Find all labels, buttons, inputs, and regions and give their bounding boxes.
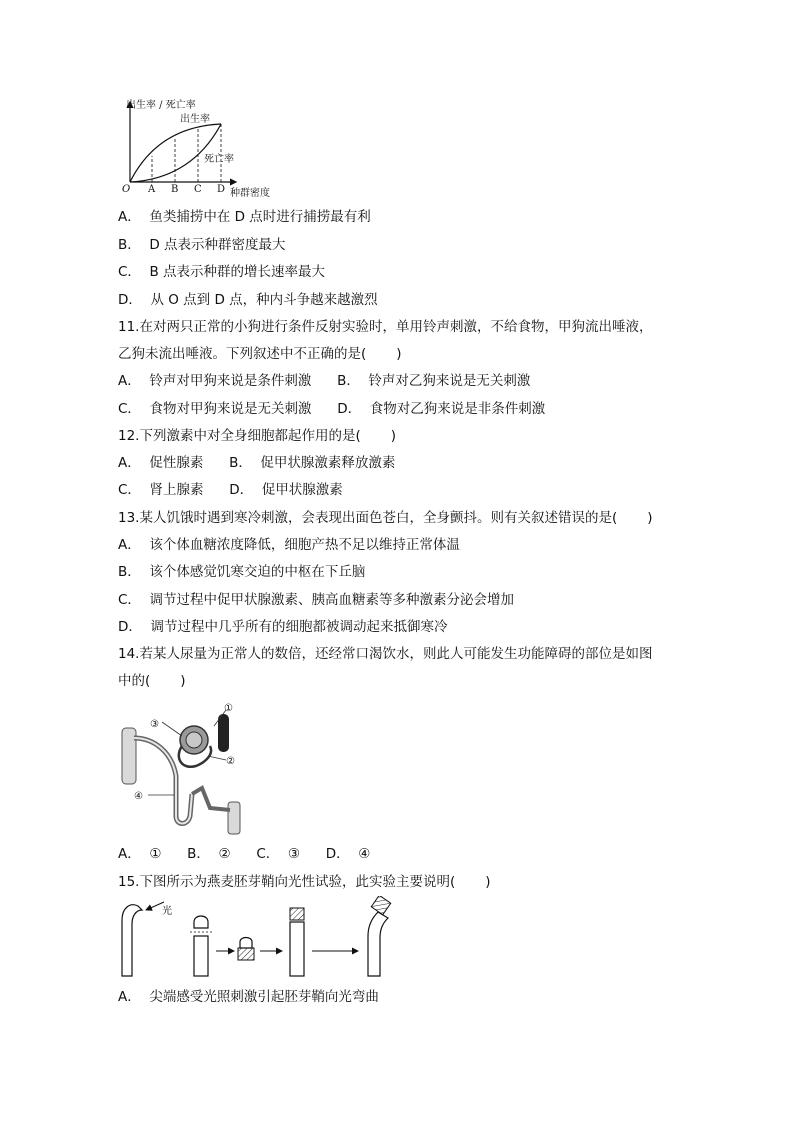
fig-label-3: ③ <box>150 719 159 730</box>
nephron-figure <box>118 698 248 836</box>
fig-label-4: ④ <box>134 791 143 802</box>
birth-rate-label: 出生率 <box>180 114 210 125</box>
agar-block <box>238 948 254 960</box>
q14-options: A． ① B． ② C． ③ D． ④ <box>118 846 371 862</box>
q10-option-d: D． 从 O 点到 D 点，种内斗争越来越激烈 <box>118 292 378 308</box>
loop-of-henle-inner <box>134 738 192 824</box>
q11-stem-line2: 乙狗未流出唾液。下列叙述中不正确的是( ) <box>118 346 402 362</box>
q13-option-d: D． 调节过程中几乎所有的细胞都被调动起来抵御寒冷 <box>118 619 448 635</box>
removed-tip <box>194 916 208 928</box>
collecting-vessel-left <box>122 728 136 784</box>
agar-block-on-stump <box>290 908 304 920</box>
q11-stem-line1: 11.在对两只正常的小狗进行条件反射实验时，单用铃声刺激，不给食物，甲狗流出唾液， <box>118 319 653 335</box>
chart-xlabel: 种群密度 <box>230 188 270 198</box>
tick-label-d: D <box>217 184 226 195</box>
fig-label-2: ② <box>226 756 235 767</box>
death-rate-curve <box>130 124 221 182</box>
q10-option-b: B． D 点表示种群密度最大 <box>118 237 286 253</box>
q12-options-line2: C． 肾上腺素 D． 促甲状腺激素 <box>118 482 343 498</box>
q15-option-a: A． 尖端感受光照刺激引起胚芽鞘向光弯曲 <box>118 989 379 1005</box>
q11-options-line1: A． 铃声对甲狗来说是条件刺激 B． 铃声对乙狗来说是无关刺激 <box>118 373 531 389</box>
birth-death-rate-chart <box>118 98 283 198</box>
q14-stem-line2: 中的( ) <box>118 673 186 689</box>
coleoptile-bent-agar <box>368 912 388 976</box>
leader-2 <box>208 756 226 760</box>
light-label: 光 <box>162 906 172 917</box>
collecting-duct <box>192 788 230 810</box>
q10-option-c: C． B 点表示种群的增长速率最大 <box>118 264 326 280</box>
leader-3 <box>162 722 182 736</box>
fig-label-1: ① <box>224 703 233 714</box>
q13-option-b: B． 该个体感觉饥寒交迫的中枢在下丘脑 <box>118 564 366 580</box>
tick-label-b: B <box>171 184 179 195</box>
bowman-capsule <box>186 732 202 748</box>
tip-on-agar <box>240 938 252 949</box>
q13-stem: 13.某人饥饿时遇到寒冷刺激，会表现出面色苍白，全身颤抖。则有关叙述错误的是( ) <box>118 510 653 526</box>
tick-label-a: A <box>148 184 156 195</box>
q13-option-a: A． 该个体血糖浓度降低，细胞产热不足以维持正常体温 <box>118 537 460 553</box>
chart-ylabel: 出生率 / 死亡率 <box>126 100 196 111</box>
q13-option-c: C． 调节过程中促甲状腺激素、胰高血糖素等多种激素分泌会增加 <box>118 592 515 608</box>
q14-stem-line1: 14.若某人尿量为正常人的数倍，还经常口渴饮水，则此人可能发生功能障碍的部位是如图 <box>118 646 653 662</box>
q10-option-a: A． 鱼类捕捞中在 D 点时进行捕捞最有利 <box>118 209 371 225</box>
q12-stem: 12.下列激素中对全身细胞都起作用的是( ) <box>118 428 397 444</box>
q15-stem: 15.下图所示为燕麦胚芽鞘向光性试验，此实验主要说明( ) <box>118 874 491 890</box>
origin-label: O <box>122 184 131 195</box>
stump-with-agar <box>290 922 304 976</box>
tick-label-c: C <box>194 184 202 195</box>
decapitated-coleoptile <box>194 936 208 976</box>
blood-vessel <box>218 714 229 752</box>
q12-options-line1: A． 促性腺素 B． 促甲状腺激素释放激素 <box>118 455 396 471</box>
collecting-vessel-right <box>228 802 240 834</box>
coleoptile-figure <box>118 896 398 980</box>
coleoptile-bent <box>122 905 142 976</box>
agar-block-offset <box>371 896 390 915</box>
death-rate-label: 死亡率 <box>204 154 234 165</box>
birth-rate-curve <box>130 124 221 182</box>
q11-options-line2: C． 食物对甲狗来说是无关刺激 D． 食物对乙狗来说是非条件刺激 <box>118 401 546 417</box>
